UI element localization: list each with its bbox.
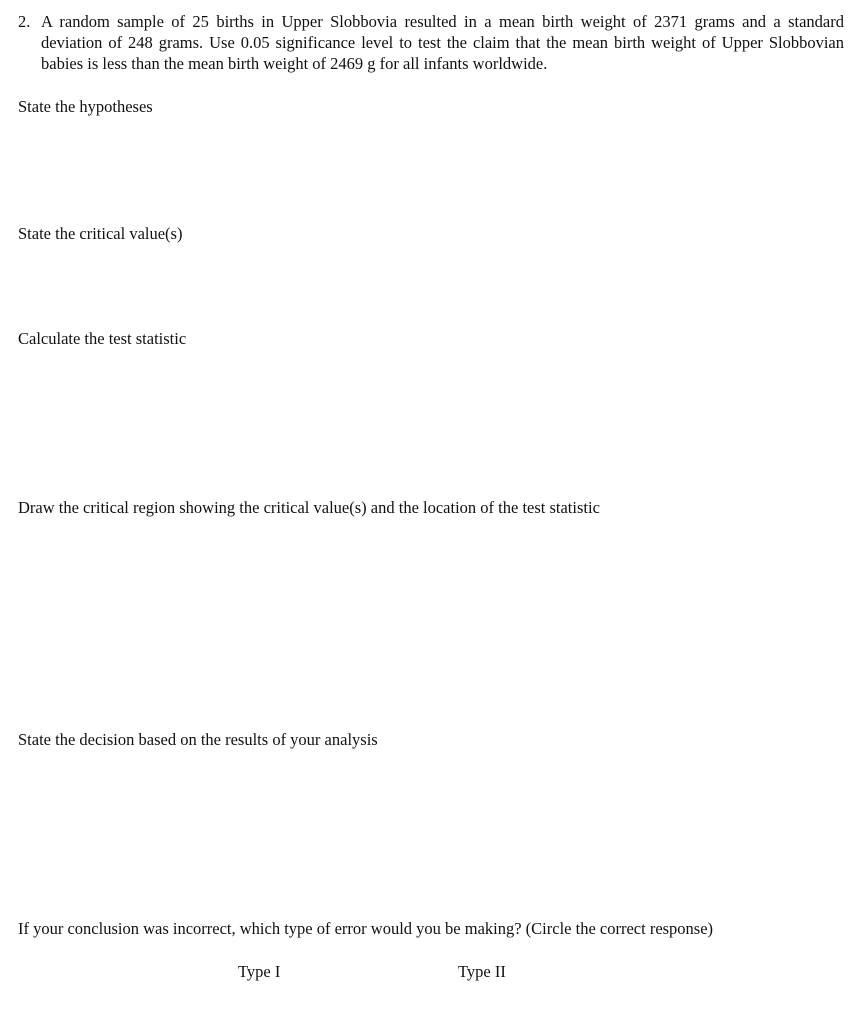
prompt-decision: State the decision based on the results of your analysis [18,730,378,749]
problem-text: A random sample of 25 births in Upper Slobbovia resulted in a mean birth weight of 2371 grams and a standard deviation of 248 grams. Use 0.05 significance level to test the claim that the mean birth weight of Upper Slobbovian babies is less than the mean birth weight of 2469 g for all infants worldwide. [41,12,844,73]
problem-number: 2. [18,12,31,31]
choice-type-one[interactable]: Type I [238,962,281,981]
problem-statement [18,11,844,74]
prompt-critical-region: Draw the critical region showing the critical value(s) and the location of the test statistic [18,498,600,517]
prompt-critical-values: State the critical value(s) [18,224,183,243]
prompt-test-statistic: Calculate the test statistic [18,329,187,348]
choice-type-two[interactable]: Type II [458,962,506,981]
prompt-error-type: If your conclusion was incorrect, which type of error would you be making? (Circle the correct response) [18,919,714,938]
prompt-hypotheses: State the hypotheses [18,97,153,116]
